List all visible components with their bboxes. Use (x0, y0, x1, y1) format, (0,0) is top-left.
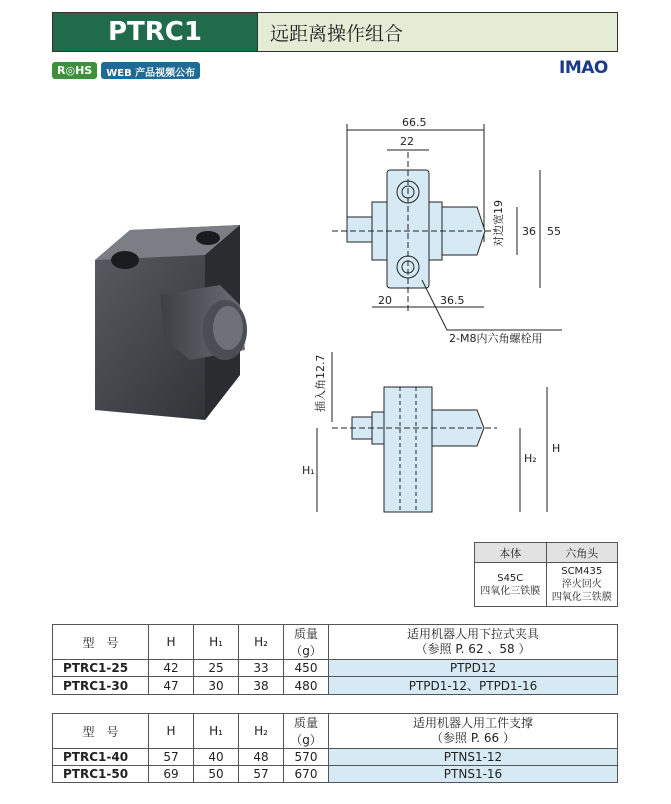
row-h2: 33 (239, 660, 284, 677)
page-header (52, 12, 618, 52)
col-h1: H₁ (194, 714, 239, 749)
material-body-cell (475, 563, 547, 607)
table-row (53, 677, 618, 695)
dim-h2: H₂ (524, 452, 537, 465)
materials-table (474, 542, 618, 607)
col-mass-line: （g） (290, 644, 322, 658)
col-applicable (329, 625, 618, 660)
dim-w365: 36.5 (440, 294, 465, 307)
row-h: 57 (149, 749, 194, 766)
col-mass-line: 质量 (293, 716, 318, 730)
col-app-line: 适用机器人用工件支撑 (412, 716, 533, 730)
col-app-line: 适用机器人用下拉式夹具 (406, 627, 539, 641)
dim-h36: 36 (522, 225, 536, 238)
row-mass: 670 (284, 766, 329, 783)
col-mass-line: 质量 (293, 627, 318, 641)
dim-bolt: 2-M8内六角螺栓用 (449, 332, 543, 345)
row-app: PTNS1-16 (329, 766, 618, 783)
material-header-hex: 六角头 (546, 543, 618, 563)
table-row (53, 660, 618, 677)
col-h1: H₁ (194, 625, 239, 660)
row-h1: 40 (194, 749, 239, 766)
model-title: PTRC1 (53, 13, 258, 51)
technical-drawing (292, 112, 582, 522)
rohs-badge: R◎HS (52, 62, 97, 79)
spec-table-pulldown (52, 624, 618, 695)
row-h2: 57 (239, 766, 284, 783)
web-video-badge[interactable]: WEB 产品视频公布 (101, 62, 200, 79)
material-body-line: S45C (497, 572, 524, 584)
col-mass-line: （g） (290, 733, 322, 747)
row-h1: 25 (194, 660, 239, 677)
col-h: H (149, 625, 194, 660)
material-header-body: 本体 (475, 543, 547, 563)
col-mass (284, 625, 329, 660)
dim-w20: 20 (378, 294, 392, 307)
col-h2: H₂ (239, 714, 284, 749)
row-app: PTNS1-12 (329, 749, 618, 766)
dim-h55: 55 (547, 225, 561, 238)
table-row (53, 766, 618, 783)
row-h: 47 (149, 677, 194, 695)
side-view (317, 352, 547, 512)
col-applicable (329, 714, 618, 749)
col-app-line: （参照 P. 66 ） (431, 731, 515, 745)
material-hex-line: SCM435 (561, 566, 603, 577)
col-model: 型 号 (53, 625, 149, 660)
row-h1: 50 (194, 766, 239, 783)
row-h1: 30 (194, 677, 239, 695)
dim-insert-corner: 插入角12.7 (314, 354, 327, 412)
row-h2: 48 (239, 749, 284, 766)
material-hex-cell (546, 563, 618, 607)
material-body-line: 四氧化三铁膜 (480, 585, 541, 597)
dim-total-width: 66.5 (402, 116, 427, 129)
row-mass: 450 (284, 660, 329, 677)
row-h: 42 (149, 660, 194, 677)
col-mass (284, 714, 329, 749)
material-hex-line: 四氧化三铁膜 (551, 592, 612, 603)
row-model: PTRC1-50 (53, 766, 149, 783)
row-app: PTPD1-12、PTPD1-16 (329, 677, 618, 695)
col-model: 型 号 (53, 714, 149, 749)
dim-h: H (552, 442, 561, 455)
row-h2: 38 (239, 677, 284, 695)
col-app-line: （参照 P. 62 、58 ） (415, 642, 531, 656)
row-model: PTRC1-30 (53, 677, 149, 695)
material-hex-line: 淬火回火 (561, 579, 602, 590)
dim-hex-width: 对边宽19 (492, 200, 505, 247)
spec-table-support (52, 713, 618, 783)
product-photo (90, 210, 280, 430)
badge-row (52, 62, 200, 79)
table-row (53, 749, 618, 766)
col-h: H (149, 714, 194, 749)
row-model: PTRC1-25 (53, 660, 149, 677)
row-mass: 480 (284, 677, 329, 695)
product-title: 远距离操作组合 (258, 13, 617, 51)
col-h2: H₂ (239, 625, 284, 660)
row-h: 69 (149, 766, 194, 783)
row-app: PTPD12 (329, 660, 618, 677)
row-mass: 570 (284, 749, 329, 766)
brand-logo: IMAO (559, 58, 608, 78)
row-model: PTRC1-40 (53, 749, 149, 766)
dim-h1: H₁ (302, 464, 315, 477)
dim-inner-width: 22 (400, 135, 414, 148)
